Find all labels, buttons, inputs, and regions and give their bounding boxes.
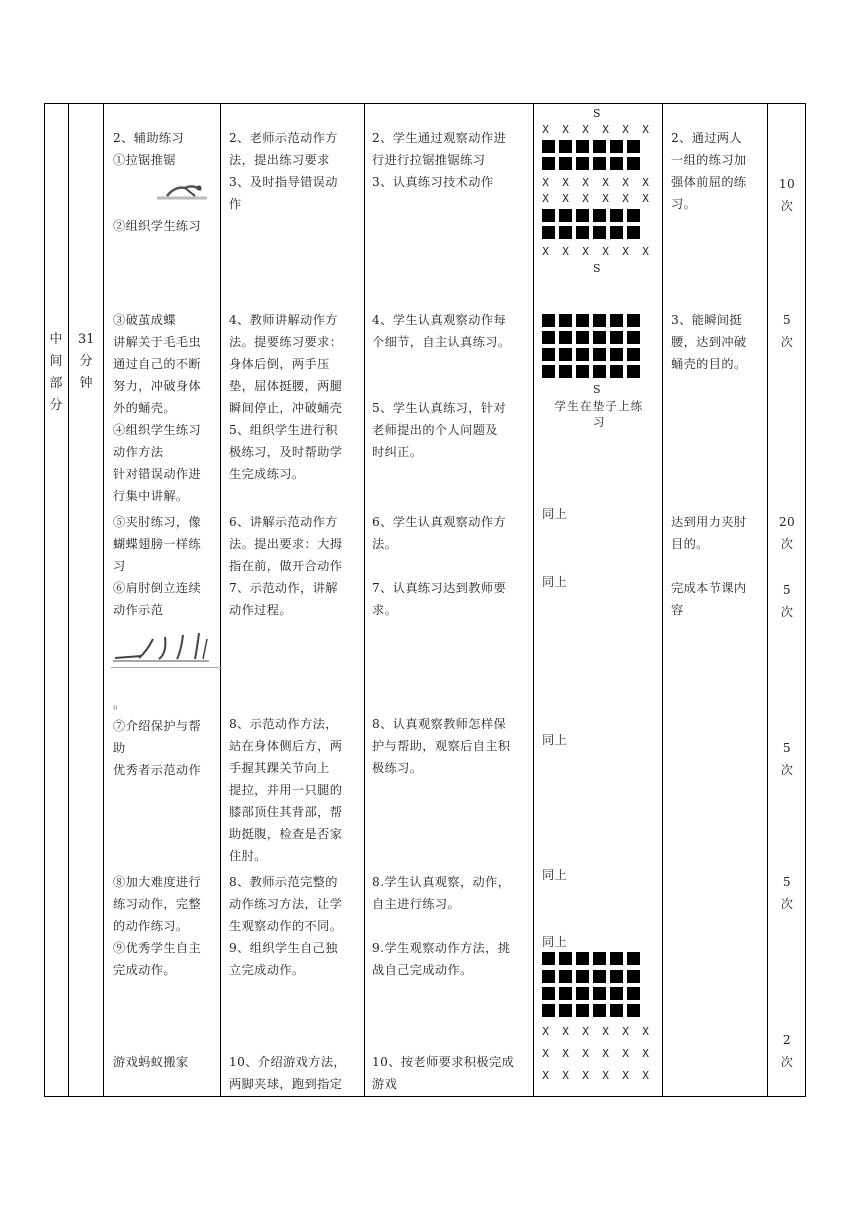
teacher-text: 手握其踝关节向上 [229,761,330,775]
student-text: 10、按老师要求积极完成 [372,1055,515,1069]
student-marker: X [602,1069,609,1082]
table-border [44,103,45,1097]
mat-square [593,987,606,1000]
duration-label: 31 分 钟 [78,332,95,391]
student-marker: X [602,123,609,136]
mat-square [610,226,623,239]
mat-square [627,348,640,361]
teacher-text: 生观察动作的不同。 [229,919,343,933]
student-text: 个细节，自主认真练习。 [372,335,511,349]
mat-square [576,140,589,153]
goal-text: 完成本节课内 [671,581,747,595]
student-marker: X [602,1025,609,1038]
formation-note: 同上 [542,575,568,589]
teacher-position-marker: S [593,107,601,120]
student-marker: X [542,176,549,189]
mat-square [593,314,606,327]
content-text: 的动作练习。 [113,919,189,933]
formation-note-line: 学生在垫子上练 [554,399,644,413]
teacher-text: 9、组织学生自己独 [229,941,338,955]
teacher-text: 5、组织学生进行积 [229,423,338,437]
count-text: 次 [780,1055,794,1069]
content-text: 行集中讲解。 [113,489,189,503]
student-marker: X [622,1025,629,1038]
student-row-marker [540,1026,651,1038]
content-text: 完成动作。 [113,963,176,977]
count-text: 次 [780,763,794,777]
content-text: ⑨优秀学生自主 [113,941,202,955]
shoulder-stand-sequence-illustration [111,631,211,667]
count-text: 次 [780,335,794,349]
teacher-position-marker: S [593,262,601,275]
student-text: 8.学生认真观察，动作， [372,875,511,889]
student-text: 9.学生观察动作方法，挑 [372,941,511,955]
column-divider [767,103,768,1097]
mat-square [610,365,623,378]
teacher-text: 膝部顶住其背部，帮 [229,805,343,819]
teacher-text: 法，提出练习要求 [229,153,330,167]
mat-square [559,970,572,983]
mat-square [610,314,623,327]
student-marker: X [562,1025,569,1038]
teacher-text: 2、老师示范动作方 [229,131,338,145]
teacher-text: 8、教师示范完整的 [229,875,338,889]
student-marker: X [642,245,649,258]
goal-text: 强体前屈的练 [671,175,747,189]
mat-square [593,209,606,222]
mat-row [542,1004,640,1017]
content-text: ⑥肩肘倒立连续 [113,581,202,595]
count-text: 次 [780,605,794,619]
section-label: 中 间 部 分 [49,332,63,413]
student-marker: X [642,1069,649,1082]
teacher-text: 垫，屈体挺腰，两腿 [229,379,343,393]
goal-text: 蛹壳的目的。 [671,357,747,371]
content-text: 游戏蚂蚁搬家 [113,1055,189,1069]
goal-text: 一组的练习加 [671,153,747,167]
column-divider [220,103,221,1097]
student-text: 8、认真观察教师怎样保 [372,717,507,731]
count-text: 2 [782,1033,792,1047]
mat-square [593,157,606,170]
mat-square [542,987,555,1000]
count-text: 次 [780,537,794,551]
count-text: 次 [780,897,794,911]
content-text: ⑦介绍保护与帮 [113,719,202,733]
student-text: 求。 [372,603,398,617]
goal-text: 目的。 [671,537,709,551]
table-border [805,103,806,1097]
content-text: ③破茧成蝶 [113,313,176,327]
goal-text: 2、通过两人 [671,131,743,145]
mat-row [542,365,640,378]
mat-square [610,157,623,170]
student-marker: X [582,1047,589,1060]
count-text: 5 [782,741,792,755]
teacher-text: 法。提出要求：大拇 [229,537,343,551]
mat-row [542,226,640,239]
student-marker: X [562,1069,569,1082]
student-text: 2、学生通过观察动作进 [372,131,507,145]
teacher-text: 助挺腹，检查是否家 [229,827,343,841]
teacher-text: 7、示范动作，讲解 [229,581,338,595]
teacher-text: 立完成动作。 [229,963,305,977]
student-text: 5、学生认真练习，针对 [372,401,507,415]
student-marker: X [542,192,549,205]
content-text: 。 [113,697,126,711]
mat-square [593,140,606,153]
student-text: 时纠正。 [372,445,423,459]
student-marker: X [642,1025,649,1038]
mat-square [593,331,606,344]
mat-square [627,140,640,153]
student-marker: X [562,192,569,205]
teacher-text: 动作过程。 [229,603,292,617]
student-row-marker [540,1048,651,1060]
mat-square [627,226,640,239]
mat-square [542,157,555,170]
mat-row [542,209,640,222]
mat-square [593,952,606,965]
column-divider [662,103,663,1097]
content-text: 习 [113,559,126,573]
mat-square [559,157,572,170]
mat-square [610,140,623,153]
mat-square [627,970,640,983]
mat-row [542,140,640,153]
count-text: 5 [782,875,792,889]
teacher-text: 8、示范动作方法， [229,717,338,731]
mat-square [627,987,640,1000]
mat-square [542,952,555,965]
student-marker: X [582,245,589,258]
content-text: 优秀者示范动作 [113,763,202,777]
student-marker: X [562,176,569,189]
mat-square [542,140,555,153]
formation-note: 同上 [542,868,568,882]
teacher-text: 住肘。 [229,849,267,863]
mat-square [627,365,640,378]
student-marker: X [642,123,649,136]
mat-square [576,331,589,344]
content-text: 讲解关于毛毛虫 [113,335,202,349]
teacher-text: 两脚夹球，跑到指定 [229,1077,343,1091]
formation-note: 同上 [542,507,568,521]
content-text: 外的蛹壳。 [113,401,176,415]
mat-row [542,987,640,1000]
teacher-text: 3、及时指导错误动 [229,175,338,189]
mat-square [559,226,572,239]
student-row-marker [540,246,651,258]
student-marker: X [582,1069,589,1082]
teacher-position-marker: S [593,383,601,396]
mat-square [627,314,640,327]
formation-note: 同上 [542,733,568,747]
student-marker: X [542,1047,549,1060]
mat-square [593,365,606,378]
mat-square [610,209,623,222]
teacher-text: 动作练习方法，让学 [229,897,343,911]
mat-square [559,348,572,361]
content-text: 通过自己的不断 [113,357,202,371]
mat-square [610,1004,623,1017]
content-text: 练习动作，完整 [113,897,202,911]
student-marker: X [582,192,589,205]
student-marker: X [542,245,549,258]
student-row-marker [540,177,651,189]
teacher-text: 法。提要练习要求： [229,335,343,349]
content-text: 蝴蝶翅膀一样练 [113,537,202,551]
mat-square [576,1004,589,1017]
teacher-text: 瞬间停止，冲破蛹壳 [229,401,343,415]
mat-square [542,1004,555,1017]
teacher-text: 站在身体侧后方，两 [229,739,343,753]
mat-square [559,987,572,1000]
teacher-text: 生完成练习。 [229,467,305,481]
student-text: 4、学生认真观察动作每 [372,313,507,327]
mat-square [593,226,606,239]
student-marker: X [582,1025,589,1038]
content-text: 针对错误动作进 [113,467,202,481]
student-marker: X [622,1069,629,1082]
mat-square [559,314,572,327]
student-marker: X [562,1047,569,1060]
mat-square [627,209,640,222]
student-row-marker [540,124,651,136]
student-marker: X [562,123,569,136]
count-text: 5 [782,313,792,327]
mat-row [542,157,640,170]
content-text: ⑤夹肘练习，像 [113,515,202,529]
mat-square [576,226,589,239]
mat-square [627,1004,640,1017]
student-text: 护与帮助，观察后自主积 [372,739,511,753]
mat-square [559,952,572,965]
mat-row [542,314,640,327]
content-text: ②组织学生练习 [113,219,202,233]
student-marker: X [622,176,629,189]
student-marker: X [602,192,609,205]
goal-text: 容 [671,603,684,617]
mat-square [610,331,623,344]
mat-square [610,952,623,965]
formation-note [540,398,658,430]
mat-square [576,157,589,170]
mat-square [542,226,555,239]
mat-square [559,209,572,222]
student-text: 行进行拉锯推锯练习 [372,153,486,167]
student-marker: X [602,1047,609,1060]
mat-square [576,987,589,1000]
mat-square [593,970,606,983]
teacher-text: 极练习，及时帮助学 [229,445,343,459]
mat-square [610,348,623,361]
mat-square [559,140,572,153]
mat-row [542,348,640,361]
mat-square [576,209,589,222]
teacher-text: 6、讲解示范动作方 [229,515,338,529]
student-marker: X [642,176,649,189]
teacher-text: 10、介绍游戏方法， [229,1055,347,1069]
mat-square [576,970,589,983]
content-text: 动作示范 [113,603,164,617]
student-marker: X [642,1047,649,1060]
student-text: 游戏 [372,1077,398,1091]
goal-text: 3、能瞬间挺 [671,313,743,327]
student-marker: X [602,245,609,258]
student-marker: X [622,245,629,258]
student-marker: X [542,123,549,136]
student-text: 6、学生认真观察动作方 [372,515,507,529]
mat-square [559,365,572,378]
student-marker: X [622,123,629,136]
count-text: 10 [778,177,796,191]
mat-square [627,331,640,344]
student-text: 自主进行练习。 [372,897,461,911]
table-border [44,103,806,104]
student-marker: X [542,1025,549,1038]
mat-square [542,209,555,222]
mat-square [576,314,589,327]
content-text: 动作方法 [113,445,164,459]
mat-square [610,970,623,983]
student-marker: X [582,176,589,189]
column-divider [364,103,365,1097]
mat-square [559,331,572,344]
formation-note: 同上 [542,935,568,949]
student-row-marker [540,1070,651,1082]
mat-square [627,952,640,965]
student-marker: X [602,176,609,189]
mat-square [542,348,555,361]
student-row-marker [540,193,651,205]
teacher-text: 指在前，做开合动作 [229,559,343,573]
student-text: 法。 [372,537,398,551]
count-text: 5 [782,583,792,597]
mat-square [542,331,555,344]
mat-square [542,970,555,983]
student-text: 7、认真练习达到教师要 [372,581,507,595]
student-marker: X [582,123,589,136]
mat-square [593,348,606,361]
content-text: 助 [113,741,126,755]
student-text: 战自己完成动作。 [372,963,473,977]
illustration-divider [111,667,222,668]
mat-square [593,1004,606,1017]
mat-square [576,365,589,378]
mat-square [610,987,623,1000]
mat-square [542,314,555,327]
mat-square [576,348,589,361]
mat-square [576,952,589,965]
teacher-text: 4、教师讲解动作方 [229,313,338,327]
content-text: ⑧加大难度进行 [113,875,202,889]
table-border [44,1096,806,1097]
student-marker: X [622,1047,629,1060]
teacher-text: 提拉，并用一只腿的 [229,783,343,797]
goal-text: 腰，达到冲破 [671,335,747,349]
formation-note-line: 习 [593,415,605,429]
student-text: 老师提出的个人问题及 [372,423,498,437]
column-divider [68,103,69,1097]
student-text: 3、认真练习技术动作 [372,175,494,189]
goal-text: 达到用力夹肘 [671,515,747,529]
student-marker: X [622,192,629,205]
exercise-illustration [155,178,209,202]
student-marker: X [562,245,569,258]
mat-square [627,157,640,170]
content-text: ④组织学生练习 [113,423,202,437]
count-text: 20 [778,515,796,529]
count-text: 次 [780,199,794,213]
content-text: 努力，冲破身体 [113,379,202,393]
teacher-text: 作 [229,197,242,211]
mat-row [542,331,640,344]
student-marker: X [642,192,649,205]
mat-square [559,1004,572,1017]
student-text: 极练习。 [372,761,423,775]
content-text: ①拉锯推锯 [113,153,176,167]
content-text: 2、辅助练习 [113,131,185,145]
student-marker: X [542,1069,549,1082]
mat-square [542,365,555,378]
mat-row [542,970,640,983]
teacher-text: 身体后倒，两手压 [229,357,330,371]
column-divider [533,103,534,1097]
goal-text: 习。 [671,197,697,211]
column-divider [103,103,104,1097]
mat-row [542,952,640,965]
